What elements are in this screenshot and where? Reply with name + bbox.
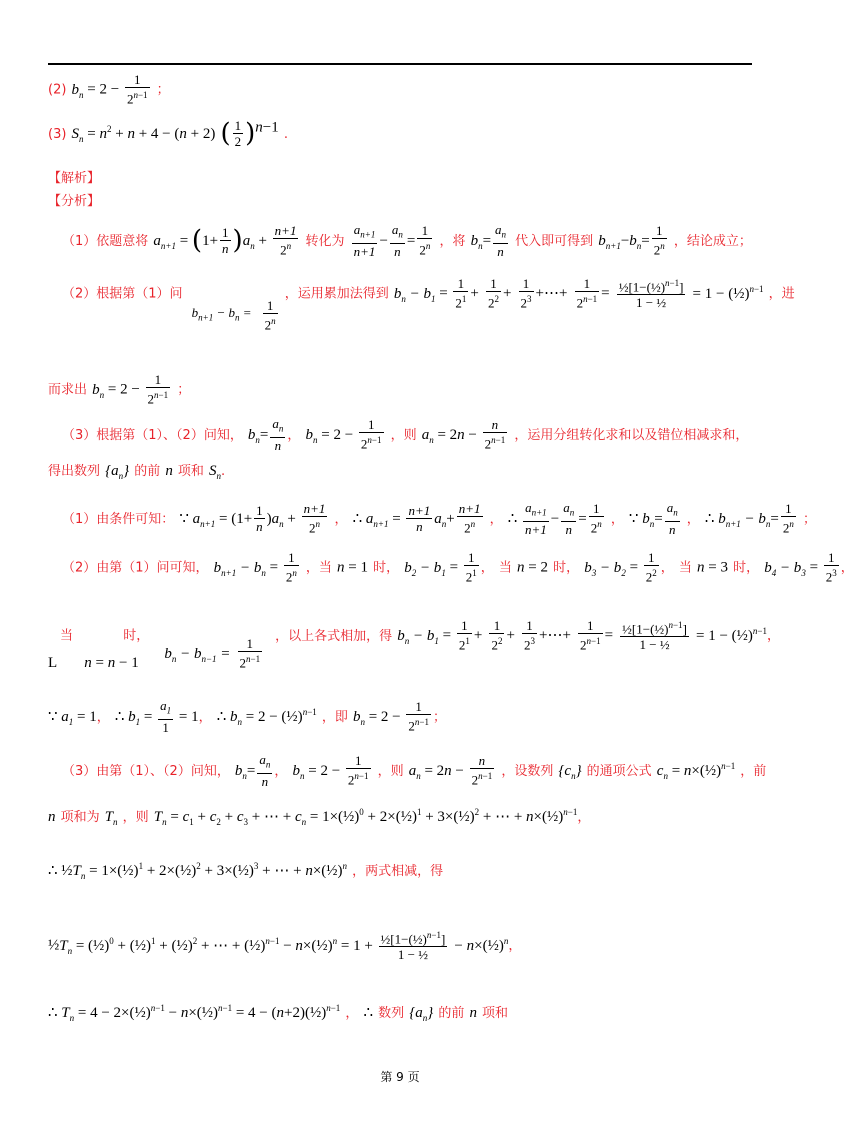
analysis-2b: 而求出 $b_n = 2$ − $\frac{1}{2^{n-1}}$ ； [48,372,191,407]
answer-label: (3) [48,127,67,142]
solution-6: ∴ $T_n = 4$ − 2×(½)$^{n-1}$ − n×(½)$^{n-1}$ = 4 − (n+2)(½)$^{n-1}$ ， ∴ 数列 $\{a_n\}$ 的前 n 项和 [48,1003,509,1023]
answer-3: (3) $S_n = n^2 + n + 4 - (n + 2)$ ( $\frac{1}{2}$ )$^{n-1}$ . [48,118,288,149]
analysis-2: （2）根据第（1）问 $b_{n+1} - b_n$ = $\frac{1}{2^n}$ ，运用累加法得到 $b_n - b_1$ = $\frac{1}{2^1}$ + $\frac{1}{2^2}$ + $\frac{1}{2^3}$ +⋯+ $\frac{1}{2^{n-1}}$ = $\frac{\frac{1}{2}[1-(\frac{1}{2})^{n-1}]}{\text{1 − ½}}$ = 1 − (½)$^{n-1}$ ，进 [62,276,795,333]
analysis-3b: 得出数列 $\{a_n\}$ 的前 n 项和 $S_n$. [48,463,226,481]
solution-5: ∴ $\frac{1}{2}T_n$ = 1×(½)$^1$ + 2×(½)$^2$ + 3×(½)$^3$ + ⋯ + n×(½)$^n$ ，两式相减，得 [48,861,444,881]
answer-label: (2) [48,82,67,98]
heading-fenxi: 【分析】 [48,194,101,209]
page-footer: 第 9 页 [380,1070,420,1084]
solution-2: （2）由第（1）问可知， $b_{n+1} - b_n$ = $\frac{1}{2^n}$ ，当 n = 1 时， $b_2 - b_1$ = $\frac{1}{2^1}$ ， 当 n = 2 时， $b_3 - b_2$ = $\frac{1}{2^2}$ ， 当 n = 3 时， $b_4 - b_3$ = $\frac{1}{2^3}$ ， [62,550,854,585]
solution-1: （1）由条件可知： ∵ $a_{n+1} = (1+$ $\frac{1}{n}$ )$a_n$ + $\frac{n+1}{2^n}$ ， ∴ $a_{n+1}$ = $\frac{n+1}{n}$ $a_n+$ $\frac{n+1}{2^n}$ ， ∴ $\frac{a_{n+1}}{n+1}$ − $\frac{a_n}{n}$ = $\frac{1}{2^n}$ ， ∵ $b_n=$ $\frac{a_n}{n}$ ， ∴ $b_{n+1} - b_n=$ $\frac{1}{2^n}$ ； [62,500,816,537]
solution-2c: L n = n − 1 [48,655,139,671]
analysis-1: （1）依题意将 $a_{n+1} = (1+$ $\frac{1}{n}$ )$a_n$ + $\frac{n+1}{2^n}$ 转化为 $\frac{a_{n+1}}{n+1}$ − $\frac{a_n}{n}$ = $\frac{1}{2^n}$ ，将 $b_n=$ $\frac{a_n}{n}$ 代入即可得到 $b_{n+1}-b_n=$ $\frac{1}{2^n}$ ，结论成立； [62,222,752,259]
top-rule [48,63,752,65]
solution-4: （3）由第（1）、（2）问知， $b_n=$ $\frac{a_n}{n}$ ， $b_n = 2$ − $\frac{1}{2^{n-1}}$ ，则 $a_n = 2n$ − $\frac{n}{2^{n-1}}$ ，设数列 $\{c_n\}$ 的通项公式 $c_n$ = n×(½)$^{n-1}$ ，前 [62,752,767,789]
solution-3: ∵ $a_1 = 1$， ∴ $b_1$ = $\frac{a_1}{1}$ = 1， ∴ $b_n = 2$ − (½)$^{n-1}$ ，即 $b_n = 2$ − $\frac{1}{2^{n-1}}$ ； [48,698,446,735]
answer-2: (2) $b_n = 2$ − $\frac{1}{2^{n-1}}$ ； [48,72,170,107]
heading-jiexi: 【解析】 [48,171,101,186]
solution-4b: n 项和为 $T_n$ ，则 $T_n = c_1 + c_2 + c_3$ + ⋯ + $c_n$ = 1×(½)$^0$ + 2×(½)$^1$ + 3×(½)$^2$ + ⋯ + n×(½)$^{n-1}$， [48,807,591,827]
solution-5b: $\frac{1}{2}T_n$ = (½)$^0$ + (½)$^1$ + (½)$^2$ + ⋯ + (½)$^{n-1}$ − n×(½)$^n$ = 1 + $\frac{\frac{1}{2}[1-(\frac{1}{2})^{n-1}]}{\text{1 − ½}}$ − n×(½)$^n$， [48,930,522,963]
solution-2b: 当 时， $b_n - b_{n-1}$ = $\frac{1}{2^{n-1}}$ ，以上各式相加，得 $b_n - b_1$ = $\frac{1}{2^1}$ + $\frac{1}{2^2}$ + $\frac{1}{2^3}$ +⋯+ $\frac{1}{2^{n-1}}$ = $\frac{\frac{1}{2}[1-(\frac{1}{2})^{n-1}]}{\text{1 − ½}}$ = 1 − (½)$^{n-1}$， [60,618,781,671]
analysis-3: （3）根据第（1）、（2）问知， $b_n=$ $\frac{a_n}{n}$ ， $b_n = 2$ − $\frac{1}{2^{n-1}}$ ，则 $a_n = 2n$ − $\frac{n}{2^{n-1}}$ ，运用分组转化求和以及错位相减求和， [62,416,749,453]
